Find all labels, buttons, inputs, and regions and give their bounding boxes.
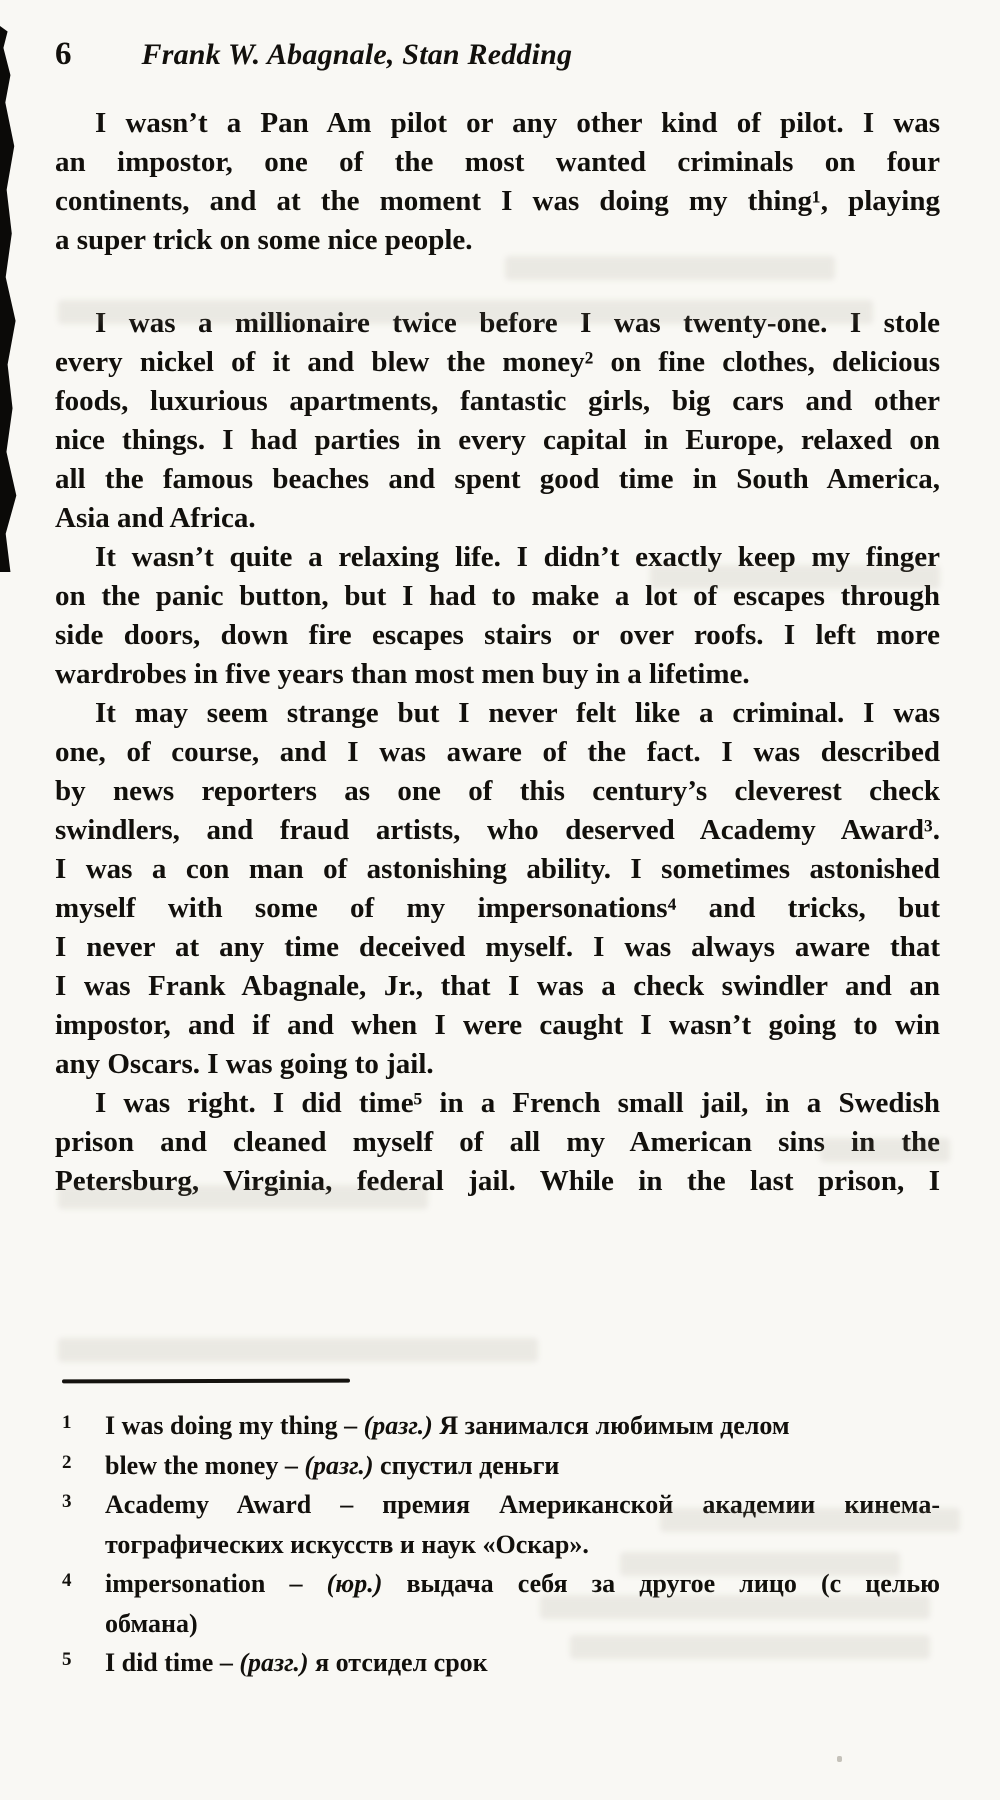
- text-line: swindlers, and fraud artists, who deserved Academy Award³.: [55, 814, 940, 846]
- text-line: prison and cleaned myself of all my American sins in the: [55, 1126, 940, 1158]
- text-line: an impostor, one of the most wanted criminals on four: [55, 146, 940, 178]
- page-number: 6: [55, 36, 72, 72]
- text-line: one, of course, and I was aware of the fact. I was described: [55, 736, 940, 768]
- scan-speck: [837, 1756, 842, 1762]
- text-line: continents, and at the moment I was doing my thing¹, playing: [55, 185, 940, 217]
- footnote: [62, 1446, 940, 1486]
- text-line: Asia and Africa.: [55, 502, 256, 534]
- bleed-artifact: [660, 1508, 960, 1532]
- footnote-marker: 4: [62, 1570, 72, 1591]
- text-line: It may seem strange but I never felt like a criminal. I was: [95, 697, 940, 729]
- text-line: all the famous beaches and spent good time in South America,: [55, 463, 940, 495]
- text-line: I was right. I did time⁵ in a French small jail, in a Swedish: [95, 1087, 940, 1119]
- text-line: I was a con man of astonishing ability. I sometimes astonished: [55, 853, 940, 885]
- paragraph: [55, 304, 940, 538]
- footnote-line: blew the money – (разг.) спустил деньги: [105, 1450, 560, 1480]
- text-line: wardrobes in five years than most men buy in a lifetime.: [55, 658, 750, 690]
- footnote-marker: 3: [62, 1491, 72, 1512]
- text-line: Petersburg, Virginia, federal jail. While in the last prison, I: [55, 1165, 940, 1197]
- paragraph: [55, 538, 940, 694]
- paragraph: [55, 694, 940, 1084]
- text-line: It wasn’t quite a relaxing life. I didn’t exactly keep my finger: [95, 541, 940, 573]
- footnote-marker: 5: [62, 1649, 72, 1670]
- bleed-artifact: [650, 565, 940, 589]
- text-line: nice things. I had parties in every capital in Europe, relaxed on: [55, 424, 940, 456]
- text-line: I was a millionaire twice before I was twenty-one. I stole: [95, 307, 940, 339]
- footnote-separator: [62, 1379, 350, 1384]
- footnote-line: тографических искусств и наук «Оскар».: [105, 1529, 589, 1559]
- footnote-marker: 2: [62, 1451, 72, 1473]
- bleed-artifact: [570, 1635, 930, 1659]
- text-line: every nickel of it and blew the money² on fine clothes, delicious: [55, 346, 940, 378]
- bleed-artifact: [620, 1552, 900, 1576]
- text-line: side doors, down fire escapes stairs or over roofs. I left more: [55, 619, 940, 651]
- text-line: foods, luxurious apartments, fantastic girls, big cars and other: [55, 385, 940, 417]
- bleed-artifact: [505, 256, 835, 280]
- scan-artifact-left-edge: [0, 26, 19, 572]
- footnote-line: I was doing my thing – (разг.) Я занимался любимым делом: [105, 1411, 790, 1440]
- bleed-artifact: [58, 1338, 538, 1362]
- text-line: a super trick on some nice people.: [55, 224, 473, 256]
- text-line: I was Frank Abagnale, Jr., that I was a check swindler and an: [55, 970, 940, 1002]
- bleed-artifact: [58, 300, 873, 324]
- paragraph: [55, 1084, 940, 1201]
- text-line: impostor, and if and when I were caught I wasn’t going to win: [55, 1009, 940, 1041]
- bleed-artifact: [58, 1185, 428, 1209]
- footnote-line: impersonation – (юр.) выдача себя за другое лицо (с целью: [105, 1569, 940, 1598]
- text-line: I never at any time deceived myself. I was always aware that: [55, 931, 940, 963]
- text-line: on the panic button, but I had to make a lot of escapes through: [55, 580, 940, 612]
- paragraph: [55, 104, 940, 260]
- text-line: myself with some of my impersonations⁴ and tricks, but: [55, 892, 940, 924]
- footnote-line: обмана): [105, 1608, 198, 1638]
- bleed-artifact: [820, 1138, 950, 1162]
- bleed-artifact: [540, 1595, 930, 1619]
- text-line: any Oscars. I was going to jail.: [55, 1048, 434, 1080]
- footnote-marker: 1: [62, 1412, 72, 1433]
- text-line: I wasn’t a Pan Am pilot or any other kind of pilot. I was: [95, 107, 940, 139]
- page-header: [55, 36, 940, 73]
- text-line: by news reporters as one of this century’s cleverest check: [55, 775, 940, 807]
- footnote-line: Academy Award – премия Американской академии кинема-: [105, 1490, 940, 1519]
- footnote: [62, 1406, 940, 1446]
- running-title: Frank W. Abagnale, Stan Redding: [141, 38, 573, 71]
- footnote-line: I did time – (разг.) я отсидел срок: [105, 1648, 488, 1677]
